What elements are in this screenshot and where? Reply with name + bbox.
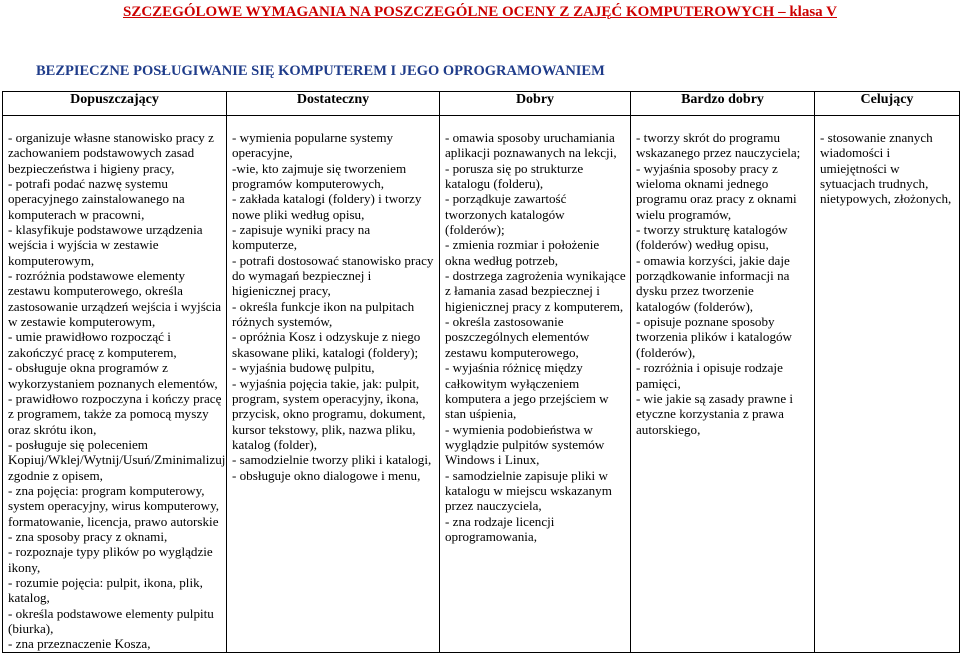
requirement-item: - zna przeznaczenie Kosza,	[8, 636, 151, 652]
requirement-item: - porusza się po strukturze katalogu (folderu),	[445, 160, 584, 192]
requirement-item: - określa funkcje ikon na pulpitach różnych systemów,	[232, 298, 415, 330]
requirement-item: - wyjaśnia pojęcia takie, jak: pulpit, program, system operacyjny, ikona, przycisk, okno programu, dokument, kursor tekstowy, plik, nazwa pliku, katalog (folder),	[232, 375, 426, 452]
table-header-row	[3, 92, 960, 116]
requirement-item: - omawia korzyści, jakie daje porządkowanie informacji na dysku przez tworzenie katalogów (folderów),	[636, 252, 790, 314]
requirement-item: - potrafi podać nazwę systemu operacyjnego zainstalowanego na komputerach w pracowni,	[8, 176, 185, 222]
requirement-item: - omawia sposoby uruchamiania aplikacji poznawanych na lekcji,	[445, 130, 617, 161]
requirement-item: - wyjaśnia sposoby pracy z wieloma oknami jednego programu oraz pracy z oknami wielu programów,	[636, 160, 797, 222]
requirement-item: - zapisuje wyniki pracy na komputerze,	[232, 222, 371, 253]
document-title: SZCZEGÓLOWE WYMAGANIA NA POSZCZEGÓLNE OCENY Z ZAJĘĆ KOMPUTEROWYCH – klasa V	[123, 4, 837, 20]
requirement-item: - obsługuje okna programów z wykorzystaniem poznanych elementów,	[8, 360, 218, 391]
requirement-item: - organizuje własne stanowisko pracy z zachowaniem podstawowych zasad bezpieczeństwa i higieny pracy,	[8, 130, 214, 176]
requirement-item: - prawidłowo rozpoczyna i kończy pracę z programem, także za pomocą myszy oraz skrótu ikon,	[8, 390, 222, 437]
requirement-item: - posługuje się poleceniem Kopiuj/Wklej/Wytnij/Usuń/Zminimalizuj zgodnie z opisem,	[8, 436, 226, 483]
requirement-item: - klasyfikuje podstawowe urządzenia wejścia i wyjścia w zestawie komputerowym,	[8, 222, 203, 268]
requirement-item: - porządkuje zawartość tworzonych katalogów (folderów);	[445, 191, 567, 238]
cell-dobry	[440, 116, 631, 653]
requirement-item: - rozróżnia i opisuje rodzaje pamięci,	[636, 360, 783, 391]
requirement-item: - potrafi dostosować stanowisko pracy do wymagań bezpiecznej i higienicznej pracy,	[232, 252, 434, 299]
table-row	[3, 116, 960, 653]
requirement-item: - tworzy strukturę katalogów (folderów) według opisu,	[636, 222, 788, 253]
header-dopuszczajacy: Dopuszczający	[3, 92, 227, 116]
requirement-item: - zna sposoby pracy z oknami,	[8, 528, 168, 544]
requirement-item: - dostrzega zagrożenia wynikające z łamania zasad bezpiecznej i higienicznej pracy z komputerem,	[445, 268, 626, 314]
requirement-item: - rozpoznaje typy plików po wyglądzie ikony,	[8, 544, 213, 575]
requirement-item: - określa podstawowe elementy pulpitu (biurka),	[8, 605, 214, 636]
requirement-item: - wymienia popularne systemy operacyjne,	[232, 130, 394, 161]
requirement-item: - wie jakie są zasady prawne i etyczne korzystania z prawa autorskiego,	[636, 390, 794, 437]
header-dobry: Dobry	[440, 92, 631, 116]
requirement-item: - określa zastosowanie poszczególnych elementów zestawu komputerowego,	[445, 314, 590, 360]
requirement-item: - stosowanie znanych wiadomości i umiejętności w sytuacjach trudnych, nietypowych, złożonych,	[820, 130, 952, 207]
requirement-item: - opróżnia Kosz i odzyskuje z niego skasowane pliki, katalogi (foldery);	[232, 329, 421, 360]
requirement-item: - samodzielnie tworzy pliki i katalogi,	[232, 452, 432, 468]
requirement-item: - rozumie pojęcia: pulpit, ikona, plik, katalog,	[8, 574, 203, 606]
requirement-item: - umie prawidłowo rozpocząć i zakończyć pracę z komputerem,	[8, 329, 177, 360]
cell-bardzo-dobry	[631, 116, 815, 653]
requirement-item: -wie, kto zajmuje się tworzeniem programów komputerowych,	[232, 160, 407, 192]
header-bardzo-dobry: Bardzo dobry	[631, 92, 815, 116]
header-dostateczny: Dostateczny	[227, 92, 440, 116]
cell-celujacy	[815, 116, 960, 653]
requirement-item: - obsługuje okno dialogowe i menu,	[232, 467, 421, 483]
requirement-item: - samodzielnie zapisuje pliki w katalogu w miejscu wskazanym przez nauczyciela,	[445, 467, 612, 514]
requirement-item: - zna rodzaje licencji oprogramowania,	[445, 513, 555, 544]
requirement-item: - zna pojęcia: program komputerowy, system operacyjny, wirus komputerowy, formatowanie, licencja, prawo autorskie	[8, 482, 220, 529]
cell-dostateczny	[227, 116, 440, 653]
section-title: BEZPIECZNE POSŁUGIWANIE SIĘ KOMPUTEREM I JEGO OPROGRAMOWANIEM	[36, 63, 605, 79]
requirement-item: - zmienia rozmiar i położenie okna według potrzeb,	[445, 237, 600, 268]
requirements-table	[2, 91, 960, 653]
requirement-item: - wyjaśnia różnicę między całkowitym wyłączeniem komputera a jego przejściem w stan uśpienia,	[445, 360, 609, 422]
cell-dopuszczajacy	[3, 116, 227, 653]
requirement-item: - wyjaśnia budowę pulpitu,	[232, 360, 375, 376]
requirement-item: - zakłada katalogi (foldery) i tworzy nowe pliki według opisu,	[232, 191, 422, 222]
requirement-item: - opisuje poznane sposoby tworzenia plików i katalogów (folderów),	[636, 314, 792, 360]
requirement-item: - rozróżnia podstawowe elementy zestawu komputerowego, określa zastosowanie urządzeń wejścia i wyjścia w zestawie komputerowym,	[8, 268, 222, 330]
header-celujacy: Celujący	[815, 92, 960, 116]
requirement-item: - wymienia podobieństwa w wyglądzie pulpitów systemów Windows i Linux,	[445, 421, 605, 468]
requirement-item: - tworzy skrót do programu wskazanego przez nauczyciela;	[636, 130, 801, 161]
